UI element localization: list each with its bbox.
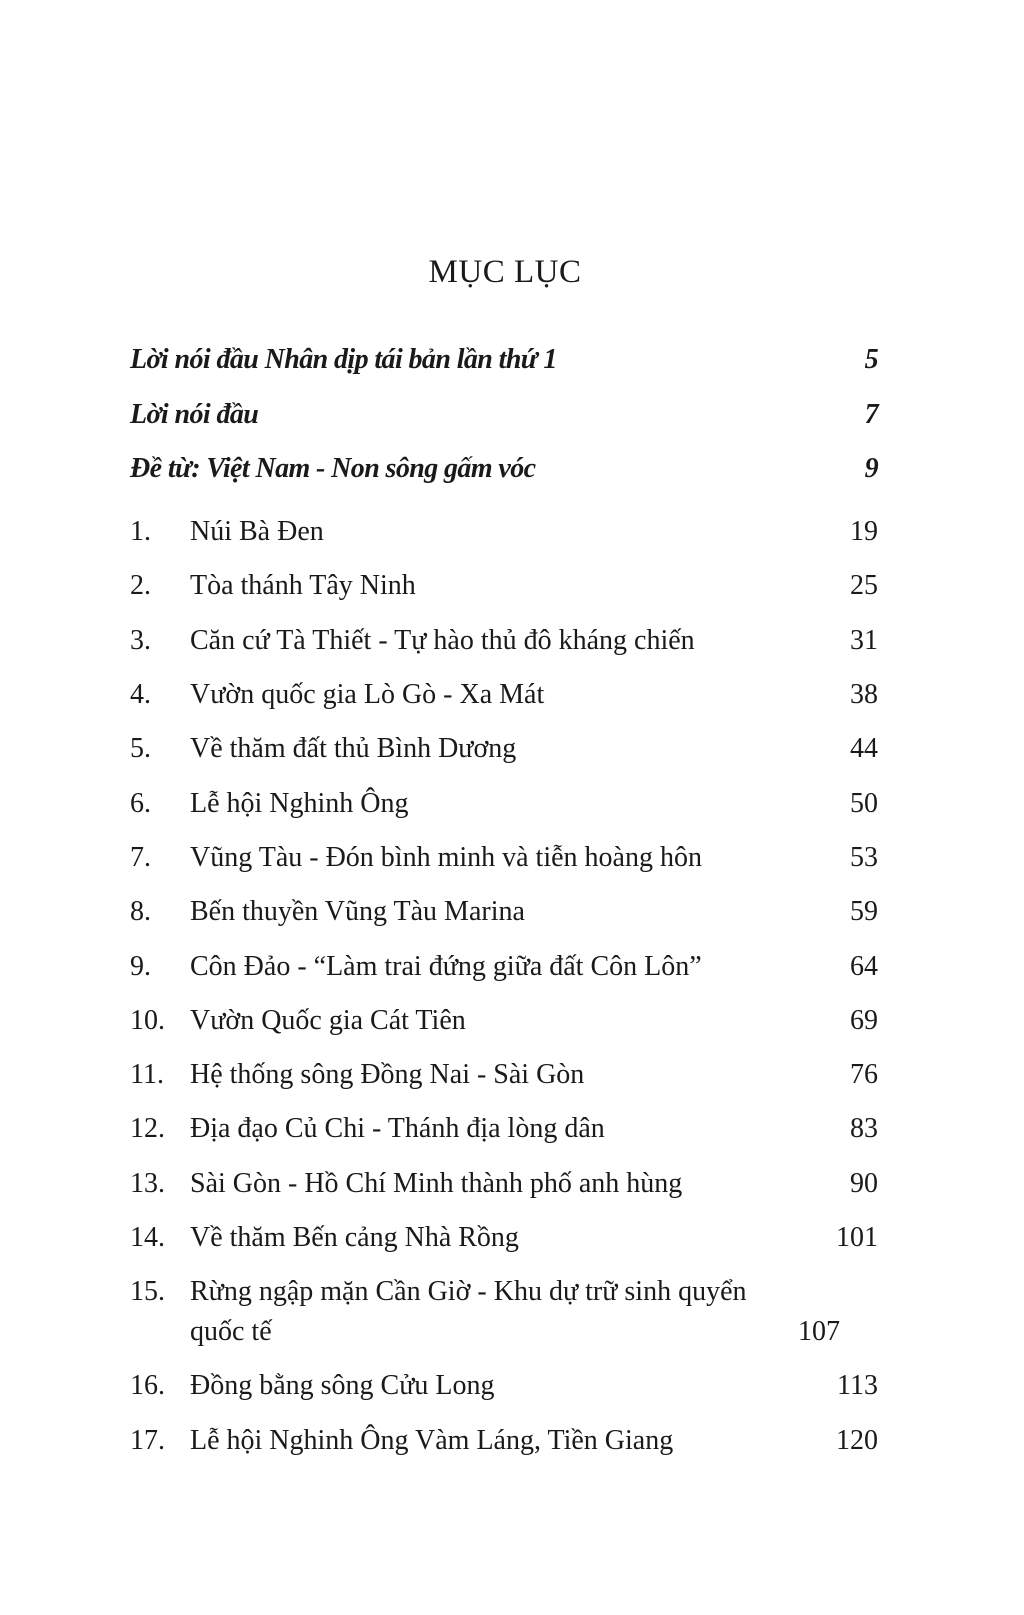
entry-page: 76 [850,1059,878,1091]
entry-number: 4. [130,679,151,711]
entry-number: 2. [130,570,151,602]
entry-page: 83 [850,1113,878,1145]
toc-entry-chapter [130,613,878,667]
entry-page: 59 [850,896,878,928]
entry-number: 7. [130,841,151,873]
entry-title: Lễ hội Nghinh Ông Vàm Láng, Tiền Giang [190,1424,674,1456]
entry-number: 14. [130,1222,165,1254]
toc-entry-front [130,333,878,387]
entry-title: Côn Đảo - “Làm trai đứng giữa đất Côn Lôn” [190,950,702,982]
entry-page: 120 [836,1424,878,1456]
toc-entry-front [130,387,878,441]
entry-page: 53 [850,841,878,873]
entry-title: Lễ hội Nghinh Ông [190,787,409,819]
entry-page: 90 [850,1167,878,1199]
entry-title: Tòa thánh Tây Ninh [190,570,416,602]
entry-number: 3. [130,624,151,656]
toc-entry-chapter [130,722,878,776]
toc-entry-chapter [130,1102,878,1156]
page-title: MỤC LỤC [428,254,582,290]
entry-number: 13. [130,1167,165,1199]
entry-page: 31 [850,624,878,656]
entry-page: 69 [850,1004,878,1036]
entry-title: Về thăm Bến cảng Nhà Rồng [190,1222,519,1254]
entry-number: 17. [130,1424,165,1456]
toc-entry-front [130,442,878,496]
entry-number: 16. [130,1370,165,1402]
entry-title: Vườn quốc gia Lò Gò - Xa Mát [190,679,545,711]
entry-title: Lời nói đầu Nhân dịp tái bản lần thứ 1 [130,344,557,376]
entry-title: Bến thuyền Vũng Tàu Marina [190,896,525,928]
entry-number: 15. [130,1276,165,1308]
toc-entry-chapter [130,1413,878,1467]
entry-title: Núi Bà Đen [190,516,324,548]
entry-page: 50 [850,787,878,819]
entry-title: Đề từ: Việt Nam - Non sông gấm vóc [130,452,536,484]
entry-page: 7 [864,398,878,430]
entry-title: Vườn Quốc gia Cát Tiên [190,1004,466,1036]
entry-page: 38 [850,679,878,711]
toc-entry-chapter [130,559,878,613]
entry-number: 11. [130,1059,164,1091]
entry-title: Đồng bằng sông Cửu Long [190,1370,495,1402]
toc-entry-chapter [130,994,878,1048]
toc-entry-chapter [130,939,878,993]
toc-entry-chapter [130,831,878,885]
entry-number: 1. [130,516,151,548]
entry-number: 9. [130,950,151,982]
entry-page: 101 [836,1222,878,1254]
entry-page: 25 [850,570,878,602]
entry-page: 64 [850,950,878,982]
entry-page: 113 [837,1370,878,1402]
entry-page: 44 [850,733,878,765]
toc-entry-chapter [130,776,878,830]
toc-entry-chapter [130,1265,878,1359]
entry-number: 10. [130,1004,165,1036]
entry-page: 9 [864,452,878,484]
table-of-contents [130,333,878,1468]
entry-title: Về thăm đất thủ Bình Dương [190,733,517,765]
entry-title: Lời nói đầu [130,398,259,430]
toc-entry-chapter [130,885,878,939]
entry-title: Địa đạo Củ Chi - Thánh địa lòng dân [190,1113,605,1145]
entry-number: 6. [130,787,151,819]
entry-title: Rừng ngập mặn Cần Giờ - Khu dự trữ sinh quyển quốc tế [190,1276,747,1348]
entry-number: 12. [130,1113,165,1145]
entry-page: 107 [798,1316,840,1348]
entry-title: Sài Gòn - Hồ Chí Minh thành phố anh hùng [190,1167,683,1199]
toc-entry-chapter [130,668,878,722]
entry-title: Căn cứ Tà Thiết - Tự hào thủ đô kháng chiến [190,624,695,656]
entry-number: 8. [130,896,151,928]
entry-title: Hệ thống sông Đồng Nai - Sài Gòn [190,1059,585,1091]
toc-entry-chapter [130,1211,878,1265]
toc-entry-chapter [130,1156,878,1210]
entry-title: Vũng Tàu - Đón bình minh và tiễn hoàng hôn [190,841,702,873]
toc-entry-chapter [130,505,878,559]
entry-page: 19 [850,516,878,548]
entry-number: 5. [130,733,151,765]
entry-page: 5 [864,344,878,376]
toc-entry-chapter [130,1048,878,1102]
toc-entry-chapter [130,1359,878,1413]
